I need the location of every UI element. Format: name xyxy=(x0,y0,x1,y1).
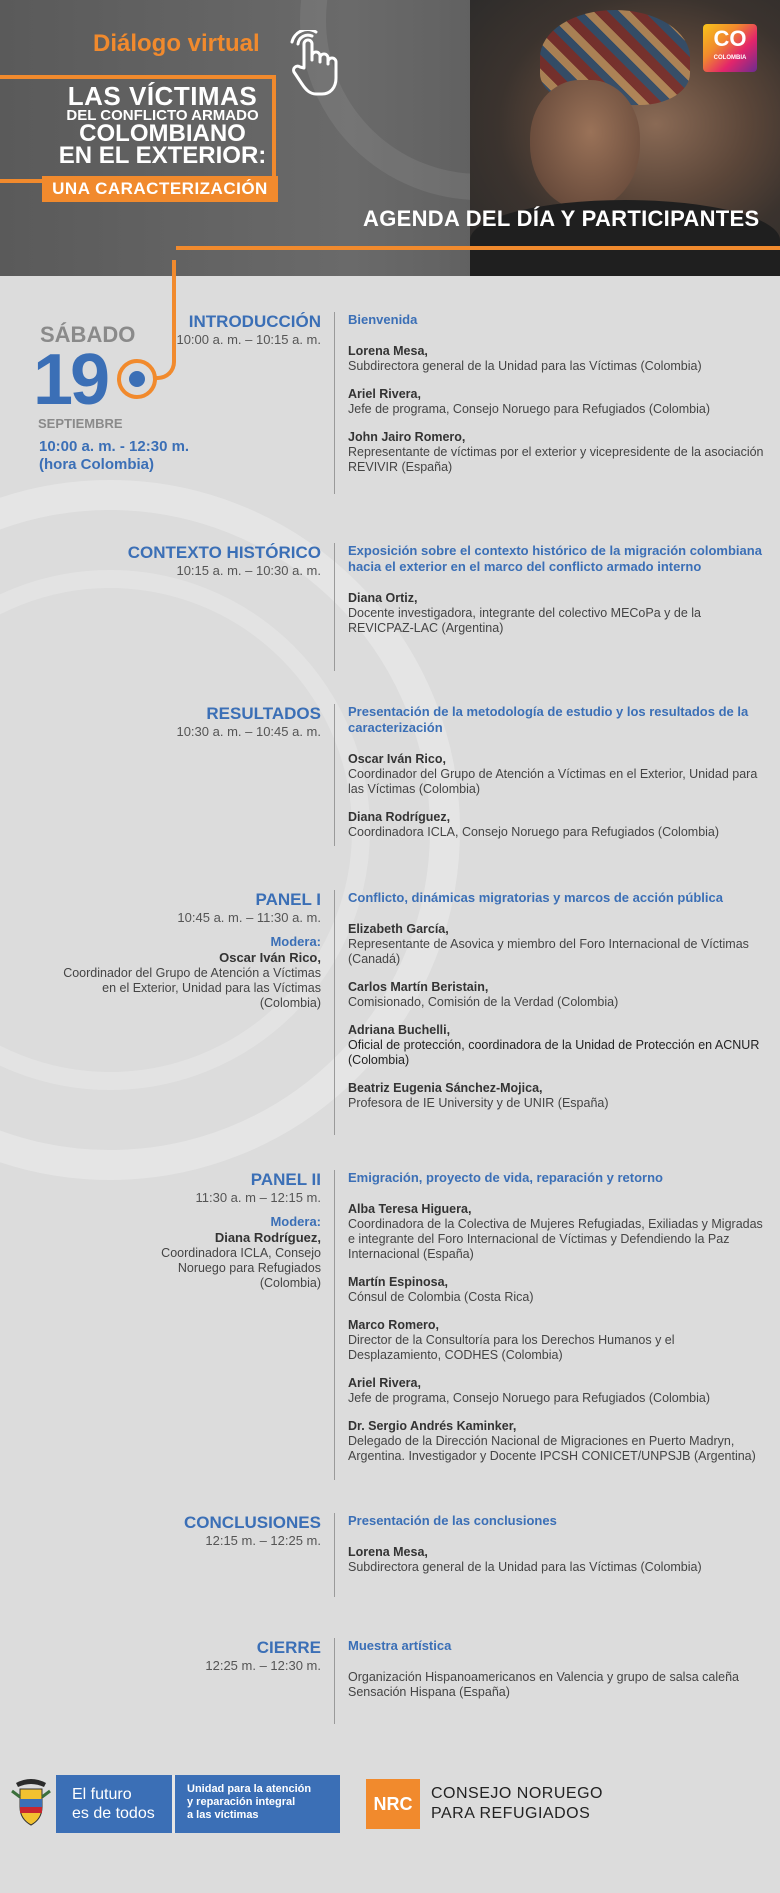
participant-role: Representante de víctimas por el exterior y vicepresidente de la asociación REVIVIR (España) xyxy=(348,445,764,474)
session-header xyxy=(21,312,321,348)
moderator-label: Modera: xyxy=(270,1214,321,1229)
participant-name: Lorena Mesa, xyxy=(348,344,428,358)
session-divider xyxy=(334,890,335,1135)
session-time: 10:00 a. m. – 10:15 a. m. xyxy=(176,332,321,347)
participant xyxy=(348,810,766,840)
session-divider xyxy=(334,312,335,494)
participant xyxy=(348,1545,766,1575)
date-month: SEPTIEMBRE xyxy=(38,416,123,431)
participant xyxy=(348,980,766,1010)
participant xyxy=(348,387,766,417)
participant xyxy=(348,430,766,475)
participant-role: Cónsul de Colombia (Costa Rica) xyxy=(348,1290,534,1304)
session-title: INTRODUCCIÓN xyxy=(188,312,321,331)
participant-name: Ariel Rivera, xyxy=(348,1376,421,1390)
logo-subtext: COLOMBIA xyxy=(713,55,747,61)
participant-role: Subdirectora general de la Unidad para las Víctimas (Colombia) xyxy=(348,359,702,373)
colombia-coat-of-arms-icon xyxy=(6,1777,56,1829)
participant-name: Marco Romero, xyxy=(348,1318,439,1332)
session-header xyxy=(21,1638,321,1674)
title-line-4: EN EL EXTERIOR: xyxy=(58,142,267,169)
session-time: 11:30 a. m – 12:15 m. xyxy=(195,1190,321,1205)
session-topic: Presentación de las conclusiones xyxy=(348,1513,557,1528)
participant-name: Elizabeth García, xyxy=(348,922,449,936)
session-divider xyxy=(334,543,335,671)
participant xyxy=(348,1376,766,1406)
moderator-label: Modera: xyxy=(270,934,321,949)
participant-name: Alba Teresa Higuera, xyxy=(348,1202,472,1216)
session-divider xyxy=(334,1170,335,1480)
moderator-name: Diana Rodríguez, xyxy=(214,1230,321,1245)
session-content xyxy=(348,312,766,488)
moderator-role: Coordinadora ICLA, Consejo Noruego para Refugiados (Colombia) xyxy=(161,1246,321,1290)
participant-name: Beatriz Eugenia Sánchez-Mojica, xyxy=(348,1081,543,1095)
participant-name: John Jairo Romero, xyxy=(348,430,466,444)
participant-name: Diana Ortiz, xyxy=(348,591,418,605)
session-topic: Bienvenida xyxy=(348,312,418,327)
session-time: 12:15 m. – 12:25 m. xyxy=(205,1533,321,1548)
participant-role: Representante de Asovica y miembro del Foro Internacional de Víctimas (Canadá) xyxy=(348,937,749,966)
event-title xyxy=(40,81,285,169)
date-time-range xyxy=(39,438,189,474)
session-time: 10:30 a. m. – 10:45 a. m. xyxy=(176,724,321,739)
session-content xyxy=(348,1638,766,1713)
session-title: CONTEXTO HISTÓRICO xyxy=(127,543,321,562)
session-content xyxy=(348,543,766,649)
participant-role: Jefe de programa, Consejo Noruego para Refugiados (Colombia) xyxy=(348,402,711,416)
session-content xyxy=(348,890,766,1124)
participant xyxy=(348,1023,766,1068)
session-content xyxy=(348,1170,766,1477)
nrc-line-2: PARA REFUGIADOS xyxy=(431,1805,591,1822)
moderator-name: Oscar Iván Rico, xyxy=(219,950,321,965)
date-time-line-2: (hora Colombia) xyxy=(39,456,154,473)
session-time: 10:15 a. m. – 10:30 a. m. xyxy=(176,563,321,578)
session-time: 12:25 m. – 12:30 m. xyxy=(205,1658,321,1673)
session-topic: Conflicto, dinámicas migratorias y marcos de acción pública xyxy=(348,890,723,905)
participant xyxy=(348,1275,766,1305)
participant-role: Delegado de la Dirección Nacional de Migraciones en Puerto Madryn, Argentina. Investigador y Docente IPCSH CONICET/UNPSJB (Argentina) xyxy=(348,1434,756,1463)
participant-role: Subdirectora general de la Unidad para las Víctimas (Colombia) xyxy=(348,1560,702,1574)
participant xyxy=(348,1318,766,1363)
title-line-3: COLOMBIANO xyxy=(79,120,246,147)
participant-role: Coordinadora de la Colectiva de Mujeres Refugiadas, Exiliadas y Migradas e integrante del Foro Internacional de Víctimas y Defendiendo la Paz Internacional (España) xyxy=(348,1217,763,1261)
participant-role: Jefe de programa, Consejo Noruego para Refugiados (Colombia) xyxy=(348,1391,711,1405)
participant-role: Coordinadora ICLA, Consejo Noruego para Refugiados (Colombia) xyxy=(348,825,720,839)
session-topic: Presentación de la metodología de estudio y los resultados de la caracterización xyxy=(348,704,749,735)
uv-line-3: a las víctimas xyxy=(187,1809,259,1821)
session-topic: Exposición sobre el contexto histórico de la migración colombiana hacia el exterior en el marco del conflicto armado interno xyxy=(348,543,762,574)
uv-line-2: y reparación integral xyxy=(187,1796,296,1808)
agenda-heading: AGENDA DEL DÍA Y PARTICIPANTES xyxy=(363,206,760,231)
participant xyxy=(348,1419,766,1464)
participant-role: Oficial de protección, coordinadora de la Unidad de Protección en ACNUR (Colombia) xyxy=(348,1038,760,1067)
logo-text: CO xyxy=(713,26,747,51)
gobierno-logo xyxy=(56,1775,172,1833)
session-divider xyxy=(334,1513,335,1597)
unidad-victimas-logo xyxy=(172,1775,340,1833)
event-type-label: Diálogo virtual xyxy=(93,30,260,57)
participant-name: Martín Espinosa, xyxy=(348,1275,449,1289)
participant-role: Profesora de IE University y de UNIR (España) xyxy=(348,1096,609,1110)
session-divider xyxy=(334,704,335,846)
participant xyxy=(348,591,766,636)
participant-role: Director de la Consultoría para los Derechos Humanos y el Desplazamiento, CODHES (Colombia) xyxy=(348,1333,675,1362)
participant-name: Carlos Martín Beristain, xyxy=(348,980,489,994)
session-header xyxy=(21,1170,321,1291)
session-title: PANEL II xyxy=(250,1170,321,1189)
participant-name: Lorena Mesa, xyxy=(348,1545,428,1559)
colombia-brand-logo xyxy=(703,24,757,72)
moderator-role: Coordinador del Grupo de Atención a Víctimas en el Exterior, Unidad para las Víctimas (Colombia) xyxy=(63,966,321,1010)
date-day-name: SÁBADO xyxy=(40,322,136,347)
date-day-number: 19 xyxy=(33,340,108,420)
uv-line-1: Unidad para la atención xyxy=(187,1783,312,1795)
session-topic: Muestra artística xyxy=(348,1638,452,1653)
hand-pointer-icon xyxy=(284,30,344,96)
session-header xyxy=(21,704,321,740)
session-title: RESULTADOS xyxy=(206,704,321,723)
participant-name: Diana Rodríguez, xyxy=(348,810,451,824)
participant xyxy=(348,1670,766,1700)
session-divider xyxy=(334,1638,335,1724)
session-header xyxy=(21,543,321,579)
participant-role: Comisionado, Comisión de la Verdad (Colombia) xyxy=(348,995,619,1009)
participant-name: Oscar Iván Rico, xyxy=(348,752,446,766)
event-subtitle: UNA CARACTERIZACIÓN xyxy=(42,176,278,202)
photo-face xyxy=(530,80,640,210)
participant-name: Dr. Sergio Andrés Kaminker, xyxy=(348,1419,517,1433)
participant xyxy=(348,752,766,797)
connector-line xyxy=(176,246,780,250)
nrc-name xyxy=(431,1784,603,1824)
nrc-line-1: CONSEJO NORUEGO xyxy=(431,1785,603,1802)
participant xyxy=(348,922,766,967)
date-time-line-1: 10:00 a. m. - 12:30 m. xyxy=(39,438,190,455)
session-time: 10:45 a. m. – 11:30 a. m. xyxy=(177,910,321,925)
gob-line-2: es de todos xyxy=(72,1805,155,1822)
participant-role: Organización Hispanoamericanos en Valencia y grupo de salsa caleña Sensación Hispana (España) xyxy=(348,1670,739,1699)
session-topic: Emigración, proyecto de vida, reparación y retorno xyxy=(348,1170,663,1185)
session-title: CONCLUSIONES xyxy=(184,1513,321,1532)
title-line-2: DEL CONFLICTO ARMADO xyxy=(66,107,259,124)
session-header xyxy=(21,890,321,1011)
session-title: PANEL I xyxy=(255,890,321,909)
session-content xyxy=(348,704,766,853)
participant-role: Docente investigadora, integrante del colectivo MECoPa y de la REVICPAZ-LAC (Argentina) xyxy=(348,606,701,635)
session-content xyxy=(348,1513,766,1588)
title-line-1: LAS VÍCTIMAS xyxy=(67,81,258,111)
nrc-logo: NRC xyxy=(366,1779,420,1829)
participant xyxy=(348,1202,766,1262)
participant-role: Coordinador del Grupo de Atención a Víctimas en el Exterior, Unidad para las Víctimas (Colombia) xyxy=(348,767,758,796)
participant-name: Adriana Buchelli, xyxy=(348,1023,451,1037)
timeline-dot xyxy=(129,371,145,387)
gob-line-1: El futuro xyxy=(72,1786,132,1803)
participant xyxy=(348,1081,766,1111)
participant xyxy=(348,344,766,374)
session-header xyxy=(21,1513,321,1549)
participant-name: Ariel Rivera, xyxy=(348,387,421,401)
session-title: CIERRE xyxy=(256,1638,321,1657)
